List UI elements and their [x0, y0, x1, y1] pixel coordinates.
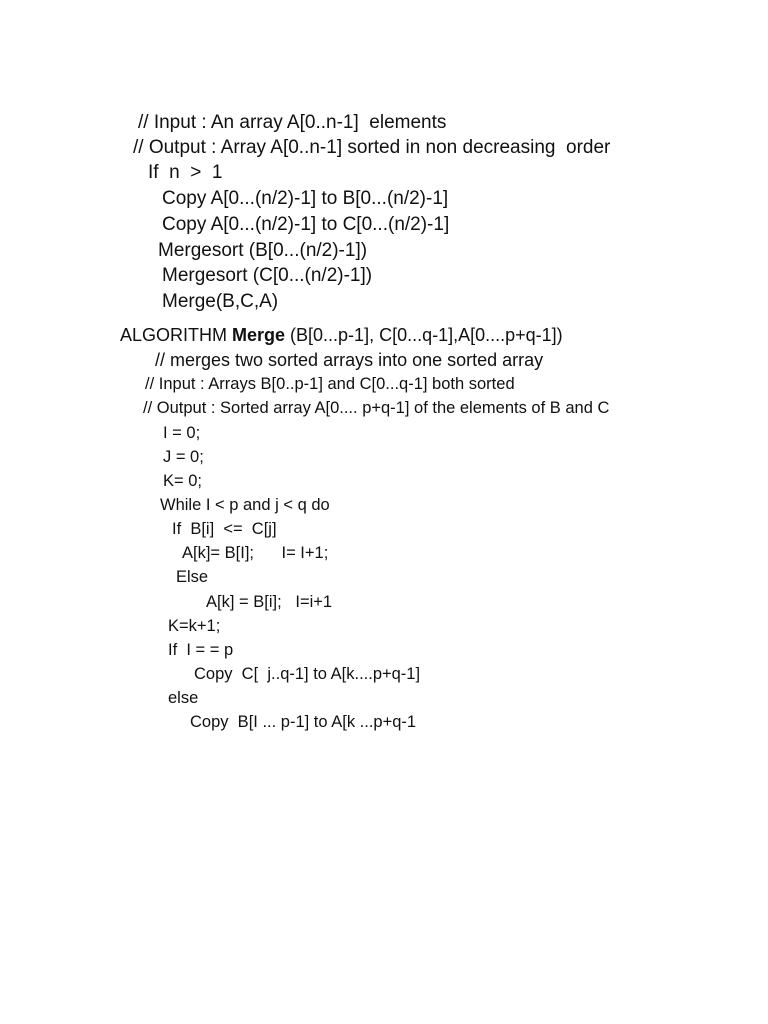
init-j: J = 0;: [163, 448, 204, 466]
algorithm-name: Merge: [232, 325, 286, 345]
else-final: else: [168, 689, 199, 707]
while-loop: While I < p and j < q do: [160, 496, 330, 514]
if-i-equals-p: If I = = p: [168, 641, 234, 659]
merge-algorithm-header: [120, 326, 563, 344]
copy-c-remainder: Copy C[ j..q-1] to A[k....p+q-1]: [194, 665, 421, 683]
merge-output-comment: // Output : Sorted array A[0.... p+q-1] of the elements of B and C: [143, 399, 610, 417]
increment-k: K=k+1;: [168, 617, 221, 635]
mergesort-input-comment: // Input : An array A[0..n-1] elements: [138, 112, 447, 133]
algorithm-args: (B[0...p-1], C[0...q-1],A[0....p+q-1]): [285, 325, 563, 345]
mergesort-call-c: Mergesort (C[0...(n/2)-1]): [162, 265, 373, 286]
mergesort-call-b: Mergesort (B[0...(n/2)-1]): [158, 240, 368, 261]
init-k: K= 0;: [163, 472, 202, 490]
if-compare: If B[i] <= C[j]: [172, 520, 277, 538]
assign-in-else: A[k] = B[i]; I=i+1: [206, 593, 333, 611]
init-i: I = 0;: [163, 424, 201, 442]
copy-b-remainder: Copy B[I ... p-1] to A[k ...p+q-1: [190, 713, 417, 731]
else-branch: Else: [176, 568, 209, 586]
merge-input-comment: // Input : Arrays B[0..p-1] and C[0...q-1] both sorted: [145, 375, 515, 393]
merge-description-comment: // merges two sorted arrays into one sorted array: [155, 350, 544, 370]
mergesort-copy-b: Copy A[0...(n/2)-1] to B[0...(n/2)-1]: [162, 188, 449, 209]
mergesort-output-comment: // Output : Array A[0..n-1] sorted in non decreasing order: [133, 137, 611, 158]
algorithm-keyword: ALGORITHM: [120, 325, 233, 345]
assign-from-b: A[k]= B[I]; I= I+1;: [182, 544, 329, 562]
merge-call: Merge(B,C,A): [162, 291, 279, 312]
mergesort-if-condition: If n > 1: [148, 162, 223, 183]
mergesort-copy-c: Copy A[0...(n/2)-1] to C[0...(n/2)-1]: [162, 214, 450, 235]
